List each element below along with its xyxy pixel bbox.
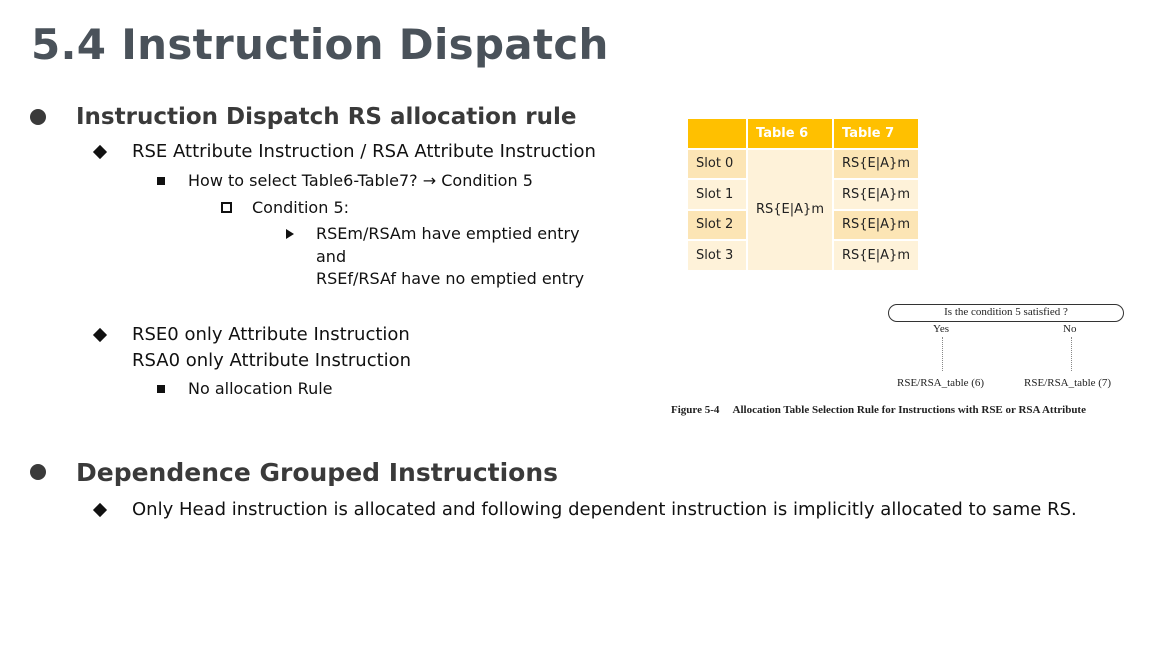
yes-label: Yes <box>933 323 950 335</box>
condition-detail-3: RSEf/RSAf have no emptied entry <box>316 269 585 288</box>
condition-detail-2: and <box>316 247 347 266</box>
condition-question-box: Is the condition 5 satisfied ? <box>888 304 1124 322</box>
page-title: 5.4 Instruction Dispatch <box>31 20 609 69</box>
yes-result: RSE/RSA_table (6) <box>897 377 985 389</box>
slot-cell: Slot 1 <box>688 180 746 209</box>
bullet-diamond-icon <box>93 145 107 159</box>
no-result: RSE/RSA_table (7) <box>1024 377 1112 389</box>
table-header-row <box>688 119 918 148</box>
table7-cell: RS{E|A}m <box>834 211 918 240</box>
bullet-arrow-icon <box>286 229 294 239</box>
slot-cell: Slot 2 <box>688 211 746 240</box>
table6-merged-cell: RS{E|A}m <box>748 150 832 270</box>
figure-caption <box>671 404 1086 416</box>
table-header-cell: Table 6 <box>748 119 832 148</box>
bullet-square-icon <box>157 385 165 393</box>
section1-heading: Instruction Dispatch RS allocation rule <box>76 104 577 130</box>
bullet-diamond-icon <box>93 328 107 342</box>
item1-sub: How to select Table6-Table7? → Condition 5 <box>188 171 533 190</box>
condition-label: Condition 5: <box>252 198 350 217</box>
bullet-diamond-icon <box>93 503 107 517</box>
figure-caption-text: Allocation Table Selection Rule for Instructions with RSE or RSA Attribute <box>732 404 1086 416</box>
table-row <box>688 150 918 179</box>
rs-allocation-table <box>686 117 920 272</box>
selection-rule-figure <box>660 298 1140 428</box>
condition-detail-1: RSEm/RSAm have emptied entry <box>316 224 580 243</box>
item2-line1: RSE0 only Attribute Instruction <box>132 324 410 345</box>
table7-cell: RS{E|A}m <box>834 241 918 270</box>
table-header-cell: Table 7 <box>834 119 918 148</box>
bullet-square-icon <box>157 177 165 185</box>
item2-line2: RSA0 only Attribute Instruction <box>132 350 412 371</box>
no-connector <box>1071 337 1072 371</box>
section2-heading: Dependence Grouped Instructions <box>76 458 559 487</box>
table-header-cell <box>688 119 746 148</box>
item2-sub: No allocation Rule <box>188 379 333 398</box>
figure-caption-number: Figure 5-4 <box>671 404 720 416</box>
table7-cell: RS{E|A}m <box>834 150 918 179</box>
slot-cell: Slot 3 <box>688 241 746 270</box>
slot-cell: Slot 0 <box>688 150 746 179</box>
bullet-dot-icon <box>30 109 46 125</box>
item1-text: RSE Attribute Instruction / RSA Attribute Instruction <box>132 141 596 162</box>
no-label: No <box>1063 323 1077 335</box>
bullet-hollow-square-icon <box>221 202 232 213</box>
section2-item: Only Head instruction is allocated and following dependent instruction is implicitly allocated to same RS. <box>132 499 1077 520</box>
yes-connector <box>942 337 943 371</box>
bullet-dot-icon <box>30 464 46 480</box>
table7-cell: RS{E|A}m <box>834 180 918 209</box>
